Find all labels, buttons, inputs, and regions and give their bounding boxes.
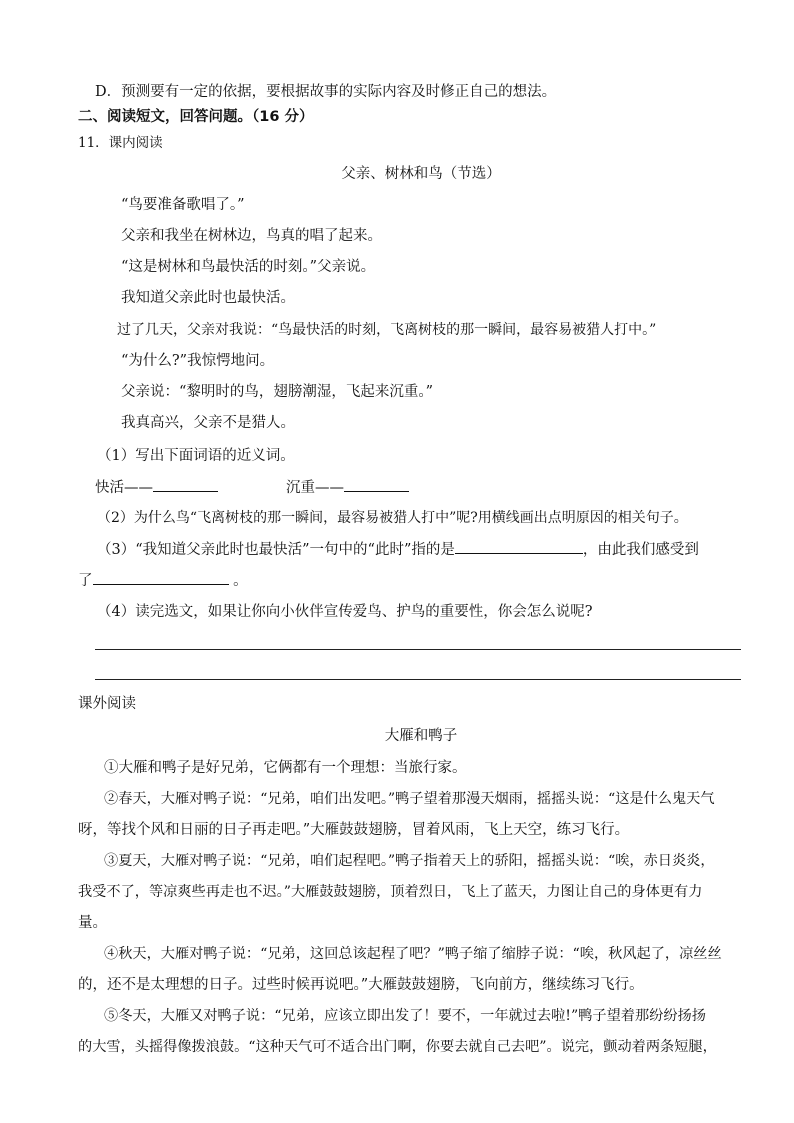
section-heading: 二、阅读短文，回答问题。（16 分） (78, 109, 314, 125)
answer-blank[interactable] (93, 570, 229, 585)
passage-1-para: 父亲和我坐在树林边，鸟真的唱了起来。 (121, 228, 382, 244)
question-3 (97, 539, 699, 560)
question-2: （2）为什么鸟“飞离树枝的那一瞬间，最容易被猎人打中”呢?用横线画出点明原因的相关句子。 (97, 510, 688, 526)
passage-2-para: 的大雪，头摇得像拨浪鼓。“这种天气可不适合出门啊，你要去就自己去吧”。说完，颤动着两条短腿， (78, 1039, 717, 1055)
answer-blank[interactable] (344, 477, 409, 492)
passage-2-para: ③夏天，大雁对鸭子说：“兄弟，咱们起程吧。”鸭子指着天上的骄阳，摇摇头说：“唉，赤日炎炎， (104, 853, 715, 869)
synonym-row (95, 477, 218, 498)
synonym-row (286, 477, 409, 498)
question-3-text: （3）“我知道父亲此时也最快活”一句中的“此时”指的是 (97, 542, 455, 558)
passage-1-para: 过了几天，父亲对我说：“鸟最快活的时刻，飞离树枝的那一瞬间，最容易被猎人打中。” (117, 322, 657, 338)
answer-line[interactable] (95, 679, 741, 680)
passage-1-para: “这是树林和鸟最快活的时刻。”父亲说。 (121, 259, 376, 275)
question-3-text: 。 (228, 573, 248, 589)
question-3-text: 了 (78, 573, 93, 589)
passage-2-title: 大雁和鸭子 (384, 728, 458, 744)
passage-2-para: 的，还不是太理想的日子。过些时候再说吧。”大雁鼓鼓翅膀，飞向前方，继续练习飞行。 (78, 977, 644, 993)
question-3-continued (78, 570, 248, 591)
passage-2-para: ⑤冬天，大雁又对鸭子说：“兄弟，应该立即出发了！要不，一年就过去啦!”鸭子望着那纷纷扬扬 (104, 1008, 706, 1024)
passage-2-para: 量。 (78, 915, 107, 931)
question-4: （4）读完选文，如果让你向小伙伴宣传爱鸟、护鸟的重要性，你会怎么说呢? (97, 604, 593, 620)
passage-2-para: ④秋天，大雁对鸭子说：“兄弟，这回总该起程了吧？”鸭子缩了缩脖子说：“唉，秋风起了，凉丝丝 (104, 946, 722, 962)
question-3-text: ，由此我们感受到 (582, 542, 699, 558)
synonym-word-2: 沉重—— (286, 480, 344, 496)
passage-2-para: ①大雁和鸭子是好兄弟，它俩都有一个理想：当旅行家。 (104, 760, 467, 776)
passage-1-para: 父亲说：“黎明时的鸟，翅膀潮湿，飞起来沉重。” (121, 384, 434, 400)
passage-2-para: ②春天，大雁对鸭子说：“兄弟，咱们出发吧。”鸭子望着那漫天烟雨，摇摇头说：“这是什么鬼天气 (104, 791, 715, 807)
passage-1-title: 父亲、树林和鸟（节选） (341, 166, 501, 182)
passage-2-para: 呀，等找个风和日丽的日子再走吧。”大雁鼓鼓翅膀，冒着风雨，飞上天空，练习飞行。 (78, 822, 630, 838)
passage-1-para: 我真高兴，父亲不是猎人。 (121, 415, 295, 431)
option-d-line: D．预测要有一定的依据，要根据故事的实际内容及时修正自己的想法。 (95, 84, 557, 100)
answer-blank[interactable] (455, 539, 583, 554)
question-1: （1）写出下面词语的近义词。 (97, 448, 295, 464)
passage-1-para: 我知道父亲此时也最快活。 (121, 290, 295, 306)
passage-1-para: “鸟要准备歌唱了。” (121, 197, 245, 213)
answer-blank[interactable] (153, 477, 218, 492)
question-11-label: 11．课内阅读 (78, 135, 163, 151)
answer-line[interactable] (95, 649, 741, 650)
passage-2-para: 我受不了，等凉爽些再走也不迟。”大雁鼓鼓翅膀，顶着烈日，飞上了蓝天，力图让自己的身体更有力 (78, 884, 703, 900)
passage-1-para: “为什么?”我惊愕地问。 (121, 353, 275, 369)
synonym-word-1: 快活—— (95, 480, 153, 496)
extra-reading-label: 课外阅读 (78, 696, 136, 712)
